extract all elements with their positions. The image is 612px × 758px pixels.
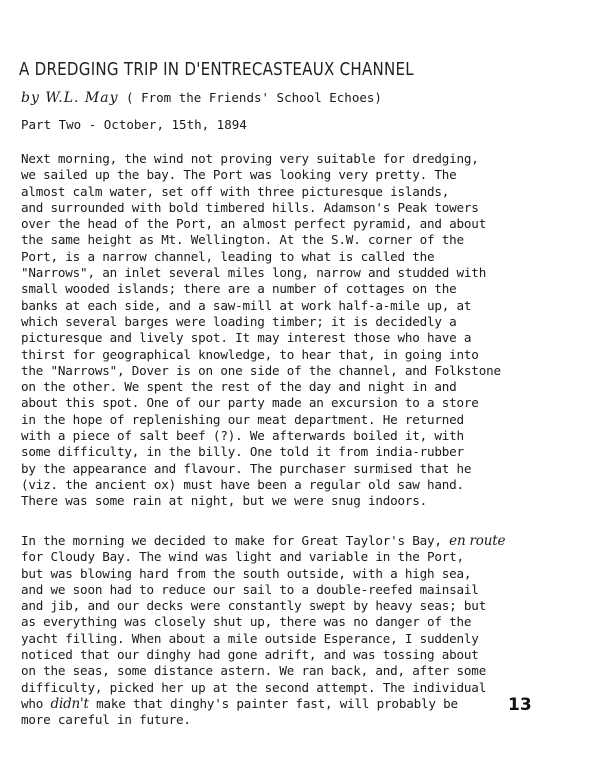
text-line: almost calm water, set off with three picturesque islands, [21,183,450,199]
text-line: (viz. the ancient ox) must have been a regular old saw hand. [21,476,464,492]
text-segment: In the morning we decided to make for Great Taylor's Bay, [21,533,450,548]
paragraph-1 [21,151,606,510]
text-line: Port, is a narrow channel, leading to what is called the [21,248,435,264]
text-line: by the appearance and flavour. The purchaser surmised that he [21,460,472,476]
text-line: on the other. We spent the rest of the day and night in and [21,379,457,395]
text-line: we sailed up the bay. The Port was looking very pretty. The [21,167,457,183]
text-line: the "Narrows", Dover is on one side of the channel, and Folkstone [21,362,501,378]
source-note: ( From the Friends' School Echoes) [126,90,382,105]
text-line: which several barges were loading timber; it is decidedly a [21,313,457,329]
text-line: some difficulty, in the billy. One told it from india-rubber [21,444,464,460]
text-line: on the seas, some distance astern. We ran back, and, after some [21,663,487,679]
italic-phrase: didn't [50,695,89,712]
text-line: over the head of the Port, an almost perfect pyramid, and about [21,216,487,232]
text-line: in the hope of replenishing our meat department. He returned [21,411,464,427]
text-line: as everything was closely shut up, there was no danger of the [21,614,472,630]
byline [21,90,382,106]
text-line: and jib, and our decks were constantly swept by heavy seas; but [21,598,487,614]
text-segment: who [21,695,51,711]
page-number: 13 [508,695,532,715]
text-line [21,533,606,549]
text-line: and we soon had to reduce our sail to a double-reefed mainsail [21,581,479,597]
text-segment: make that dinghy's painter fast, will probably be [88,695,458,711]
italic-phrase: en route [449,533,506,549]
text-line: yacht filling. When about a mile outside Esperance, I suddenly [21,630,479,646]
author-name: by W.L. May [21,90,119,106]
text-line: about this spot. One of our party made an excursion to a store [21,395,479,411]
text-line: Next morning, the wind not proving very suitable for dredging, [21,151,479,166]
text-line: but was blowing hard from the south outside, with a high sea, [21,565,472,581]
text-line: "Narrows", an inlet several miles long, narrow and studded with [21,265,487,281]
text-line: and surrounded with bold timbered hills. Adamson's Peak towers [21,199,479,215]
text-line: picturesque and lively spot. It may interest those who have a [21,330,472,346]
text-line: There was some rain at night, but we were snug indoors. [21,493,428,509]
part-heading: Part Two - October, 15th, 1894 [21,117,247,132]
text-line: noticed that our dinghy had gone adrift, and was tossing about [21,647,479,663]
text-line: thirst for geographical knowledge, to hear that, in going into [21,346,479,362]
text-line: difficulty, picked her up at the second attempt. The individual [21,679,487,695]
text-line: small wooded islands; there are a number of cottages on the [21,281,457,297]
article-title: A DREDGING TRIP IN D'ENTRECASTEAUX CHANNEL [19,60,414,80]
text-line: the same height as Mt. Wellington. At the S.W. corner of the [21,232,464,248]
text-line: more careful in future. [21,712,191,728]
text-line: with a piece of salt beef (?). We afterwards boiled it, with [21,428,464,444]
text-line: for Cloudy Bay. The wind was light and variable in the Port, [21,549,464,565]
text-line: banks at each side, and a saw-mill at work half-a-mile up, at [21,297,472,313]
